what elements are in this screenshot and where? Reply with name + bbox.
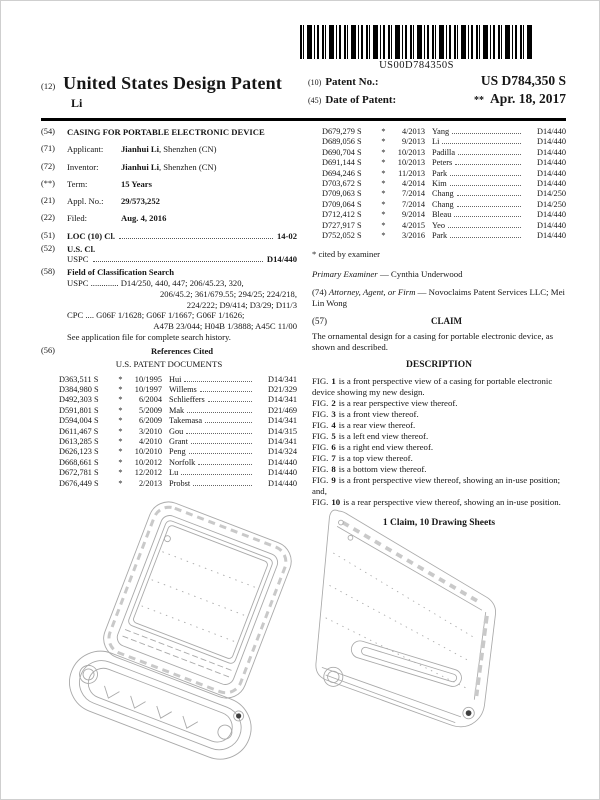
table-row: D668,661 S * 10/2012 Norfolk D14/440 <box>59 457 297 467</box>
fig-desc-line: FIG. 6 is a right end view thereof. <box>312 442 434 453</box>
figure-descriptions <box>312 376 566 508</box>
barcode-text: US00D784350S <box>379 60 454 71</box>
header-rule <box>41 118 566 121</box>
table-row: D703,672 S * 4/2014 Kim D14/440 <box>322 179 566 189</box>
tag-10: (10) <box>308 78 322 87</box>
dot-leader <box>93 261 263 262</box>
field-56-references: (56) References Cited <box>41 346 297 357</box>
references-table-left <box>41 375 297 489</box>
two-column-body <box>41 127 566 528</box>
table-row: D591,801 S * 5/2009 Mak D21/469 <box>59 405 297 415</box>
table-row: D679,279 S * 4/2013 Yang D14/440 <box>322 127 566 136</box>
table-row: D712,412 S * 9/2014 Bleau D14/440 <box>322 210 566 220</box>
claim-heading: CLAIM <box>431 316 462 327</box>
table-row: D626,123 S * 10/2010 Peng D14/324 <box>59 447 297 457</box>
table-row: D752,052 S * 3/2016 Park D14/440 <box>322 231 566 241</box>
barcode <box>300 25 533 59</box>
us-patent-documents-heading: U.S. PATENT DOCUMENTS <box>115 358 223 369</box>
uspc-class-value: D14/440 <box>266 254 297 265</box>
table-row: D690,704 S * 10/2013 Padilla D14/440 <box>322 147 566 157</box>
page-title: United States Design Patent <box>63 73 283 93</box>
fig-desc-line: FIG. 7 is a top view thereof. <box>312 453 413 464</box>
table-row: D709,064 S * 7/2014 Chang D14/250 <box>322 199 566 209</box>
fig-desc-line: FIG. 10 is a rear perspective view thereof, showing an in-use position. <box>312 497 561 508</box>
application-number: 29/573,252 <box>121 196 160 207</box>
attorney-line: (74) Attorney, Agent, or Firm — Novoclaims Patent Services LLC; Mei Lin Wong <box>312 287 565 309</box>
claim-heading-row: (57) CLAIM <box>312 316 566 326</box>
header-tag-12: (12) <box>41 81 56 91</box>
table-row: D613,285 S * 4/2010 Grant D14/341 <box>59 436 297 446</box>
description-heading: DESCRIPTION <box>406 360 472 371</box>
field-72-inventor: (72) Inventor: Jianhui Li, Shenzhen (CN) <box>41 161 217 172</box>
figure-rear-perspective-drawing <box>299 497 561 751</box>
field-71-applicant: (71) Applicant: Jianhui Li, Shenzhen (CN) <box>41 144 217 155</box>
field-58-search: (58) Field of Classification Search USPC ............. D14/250, 440, 447; 206/45.23, 320, 206/45.2; 361/679.55; 294/25; 224/218, 224/222; D9/414; D3/29; D11/3 CPC .... G06F 1/1628; G06F 1/1667; G06F 1/1626; A47B 23/044; H04B 1/3888; A45C 11/00 See application file for complete search history. <box>41 267 297 342</box>
right-column <box>312 127 566 528</box>
header-right <box>308 73 566 111</box>
term-asterisks: ** <box>473 95 484 106</box>
table-row: D676,449 S * 2/2013 Probst D14/440 <box>59 478 297 488</box>
tag-45: (45) <box>308 96 322 105</box>
fig-desc-line: FIG. 5 is a left end view thereof. <box>312 431 429 442</box>
primary-examiner-line: Primary Examiner — Cynthia Underwood <box>312 269 463 280</box>
fig-desc-line: FIG. 1 is a front perspective view of a casing for portable electronic device showing my new design. <box>312 376 553 398</box>
fig-desc-line: FIG. 3 is a front view thereof. <box>312 409 419 420</box>
inventor-surname: Li <box>71 96 83 110</box>
invention-title: CASING FOR PORTABLE ELECTRONIC DEVICE <box>67 127 265 137</box>
claim-text: The ornamental design for a casing for portable electronic device, as shown and described. <box>312 331 554 353</box>
field-54-title: (54) CASING FOR PORTABLE ELECTRONIC DEVICE <box>41 127 297 138</box>
table-row: D672,781 S * 12/2012 Lu D14/440 <box>59 468 297 478</box>
field-52-us-cl: (52) U.S. Cl. USPC D14/440 <box>41 243 297 265</box>
term-value: 15 Years <box>121 178 152 189</box>
left-column <box>41 127 297 528</box>
table-row: D594,004 S * 6/2009 Takemasa D14/341 <box>59 416 297 426</box>
table-row: D689,056 S * 9/2013 Li D14/440 <box>322 137 566 147</box>
attorney-name: — Novoclaims Patent Services LLC; Mei Lin Wong <box>312 287 565 309</box>
date-of-patent-label: Date of Patent: <box>325 94 397 106</box>
field-22-filed: (22) Filed: Aug. 4, 2016 <box>41 213 167 224</box>
fig-desc-line: FIG. 9 is a front perspective view thereof, showing an in-use position; and, <box>312 475 561 497</box>
patent-no-value: US D784,350 S <box>480 73 566 88</box>
figure-front-perspective-drawing <box>57 493 309 793</box>
header-left <box>41 73 282 111</box>
references-table-right <box>312 127 566 241</box>
table-row: D363,511 S * 10/1995 Hui D14/341 <box>59 374 297 384</box>
cited-by-examiner-note: * cited by examiner <box>312 249 381 260</box>
table-row: D492,303 S * 6/2004 Schlieffers D14/341 <box>59 395 297 405</box>
examiner-name: — Cynthia Underwood <box>379 269 463 280</box>
table-row: D691,144 S * 10/2013 Peters D14/440 <box>322 158 566 168</box>
header <box>41 73 566 111</box>
field-term: (**) Term: 15 Years <box>41 178 152 189</box>
dot-leader <box>119 238 273 239</box>
table-row: D727,917 S * 4/2015 Yeo D14/440 <box>322 220 566 230</box>
fig-desc-line: FIG. 2 is a rear perspective view thereof. <box>312 398 458 409</box>
field-51-loc: (51) LOC (10) Cl. 14-02 <box>41 230 297 241</box>
table-row: D611,467 S * 3/2010 Gou D14/315 <box>59 426 297 436</box>
table-row: D694,246 S * 11/2013 Park D14/440 <box>322 168 566 178</box>
references-cited-heading: References Cited <box>150 345 214 356</box>
fig-desc-line: FIG. 8 is a bottom view thereof. <box>312 464 427 475</box>
date-of-patent-value: Apr. 18, 2017 <box>489 91 566 106</box>
patent-no-label: Patent No.: <box>325 76 379 88</box>
filing-date: Aug. 4, 2016 <box>121 213 167 224</box>
claims-sheets-footer: 1 Claim, 10 Drawing Sheets <box>382 518 496 529</box>
table-row: D709,063 S * 7/2014 Chang D14/250 <box>322 189 566 199</box>
table-row: D384,980 S * 10/1997 Willems D21/329 <box>59 384 297 394</box>
field-21-appl-no: (21) Appl. No.: 29/573,252 <box>41 196 160 207</box>
fig-desc-line: FIG. 4 is a rear view thereof. <box>312 420 416 431</box>
inventor-name: Jianhui Li <box>121 161 159 172</box>
loc-class-value: 14-02 <box>276 230 297 241</box>
applicant-name: Jianhui Li <box>121 144 159 155</box>
